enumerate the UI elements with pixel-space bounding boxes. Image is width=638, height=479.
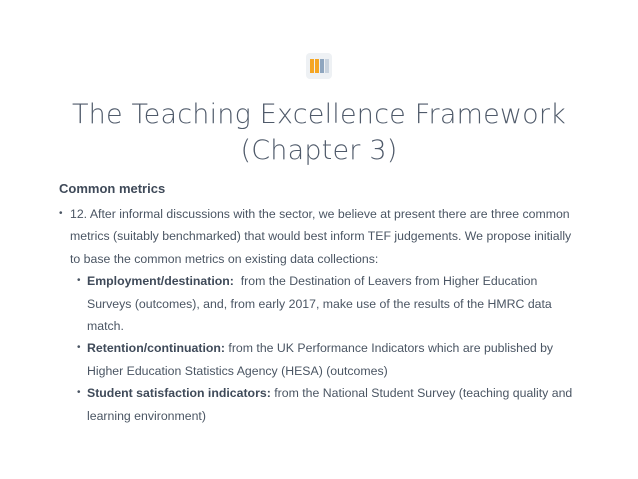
logo-bar [325, 59, 329, 73]
bullet-icon: • [77, 275, 81, 287]
logo-bar [320, 59, 324, 73]
list-item-label: Student satisfaction indicators: [87, 386, 271, 401]
list-item [59, 382, 579, 427]
title-line-1: The Teaching Excellence Framework [71, 99, 567, 130]
title-line-2: (Chapter 3) [240, 135, 398, 166]
list-item-text: from the Destination of Leavers from Higher Education Surveys (outcomes), and, from early 2017, make use of the results of the HMRC data match. [87, 274, 556, 334]
page-title [0, 97, 638, 169]
bullet-icon: • [77, 387, 81, 399]
logo-icon [306, 53, 332, 79]
paragraph-text: 12. After informal discussions with the sector, we believe at present there are three common metrics (suitably benchmarked) that would best inform TEF judgements. We propose initially to base the common metrics on existing data collections: [70, 207, 572, 266]
bullet-icon: • [77, 342, 81, 354]
logo-bar [310, 59, 314, 73]
list-item-label: Employment/destination: [87, 274, 234, 289]
logo-bar [315, 59, 319, 73]
bullet-icon: • [59, 208, 63, 219]
list-item [59, 337, 579, 382]
list-item-text: from the National Student Survey (teaching quality and learning environment) [87, 386, 576, 423]
section-heading: Common metrics [59, 181, 166, 196]
paragraph-item [59, 203, 579, 270]
content-body [59, 203, 579, 427]
list-item-label: Retention/continuation: [87, 341, 225, 356]
list-item [59, 270, 579, 337]
list-item-text: from the UK Performance Indicators which are published by Higher Education Statistics Agency (HESA) (outcomes) [87, 341, 557, 378]
